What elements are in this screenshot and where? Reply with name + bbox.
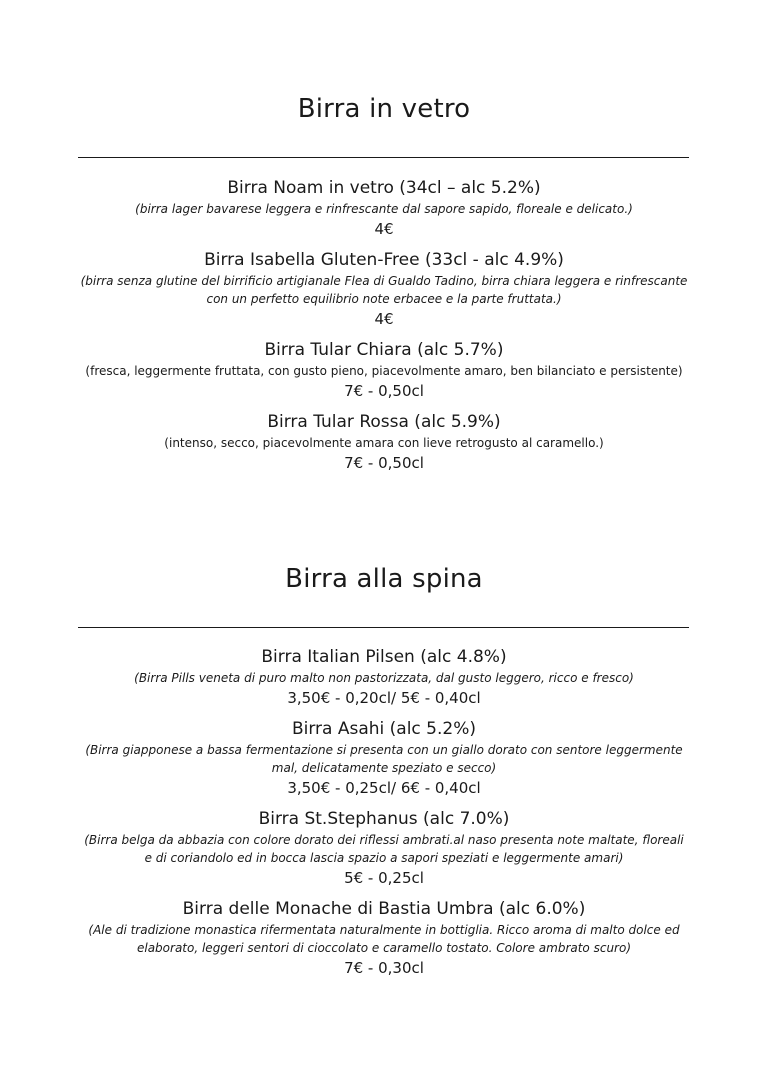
item-name: Birra Isabella Gluten-Free (33cl - alc 4.9%) (204, 250, 564, 270)
menu-item-italian-pilsen (0, 646, 768, 709)
item-name: Birra Noam in vetro (34cl – alc 5.2%) (227, 178, 541, 198)
section-title-birra-in-vetro: Birra in vetro (297, 94, 471, 124)
item-name: Birra Italian Pilsen (alc 4.8%) (261, 647, 507, 667)
menu-list-birra-in-vetro (0, 177, 768, 483)
menu-item-monache-bastia-umbra (0, 898, 768, 979)
menu-list-birra-alla-spina (0, 646, 768, 988)
menu-item-isabella (0, 249, 768, 330)
item-description: (fresca, leggermente fruttata, con gusto pieno, piacevolmente amaro, ben bilanciato e persistente) (85, 364, 683, 378)
item-name: Birra delle Monache di Bastia Umbra (alc 6.0%) (182, 899, 586, 919)
item-description: (Ale di tradizione monastica rifermentata naturalmente in bottiglia. Ricco aroma di malto dolce ed elaborato, leggeri sentori di cioccolato e caramello tostato. Colore ambrato scuro) (88, 923, 680, 955)
item-price: 4€ (374, 220, 394, 238)
menu-item-tular-chiara (0, 339, 768, 402)
item-description: (birra senza glutine del birrificio artigianale Flea di Gualdo Tadino, birra chiara leggera e rinfrescante con un perfetto equilibrio note erbacee e la parte fruttata.) (80, 274, 688, 306)
item-price: 7€ - 0,50cl (344, 454, 424, 472)
item-price: 3,50€ - 0,25cl/ 6€ - 0,40cl (287, 779, 481, 797)
item-price: 7€ - 0,30cl (344, 959, 424, 977)
item-price: 4€ (374, 310, 394, 328)
item-price: 3,50€ - 0,20cl/ 5€ - 0,40cl (287, 689, 481, 707)
item-name: Birra Tular Rossa (alc 5.9%) (267, 412, 501, 432)
item-name: Birra Asahi (alc 5.2%) (291, 719, 477, 739)
item-name: Birra St.Stephanus (alc 7.0%) (258, 809, 510, 829)
item-description: (Birra belga da abbazia con colore dorato dei riflessi ambrati.al naso presenta note maltate, floreali e di coriandolo ed in bocca lascia spazio a sapori speziati e leggermente amari) (84, 833, 684, 865)
menu-item-noam (0, 177, 768, 240)
menu-item-asahi (0, 718, 768, 799)
item-description: (Birra Pills veneta di puro malto non pastorizzata, dal gusto leggero, ricco e fresco) (134, 671, 634, 685)
section-divider (78, 627, 689, 628)
menu-item-tular-rossa (0, 411, 768, 474)
item-description: (birra lager bavarese leggera e rinfrescante dal sapore sapido, floreale e delicato.) (135, 202, 633, 216)
item-description: (Birra giapponese a bassa fermentazione si presenta con un giallo dorato con sentore leggermente mal, delicatamente speziato e secco) (85, 743, 683, 775)
item-name: Birra Tular Chiara (alc 5.7%) (264, 340, 504, 360)
item-description: (intenso, secco, piacevolmente amara con lieve retrogusto al caramello.) (164, 436, 604, 450)
item-price: 7€ - 0,50cl (344, 382, 424, 400)
menu-item-st-stephanus (0, 808, 768, 889)
item-price: 5€ - 0,25cl (344, 869, 424, 887)
section-title-birra-alla-spina: Birra alla spina (285, 564, 483, 594)
section-divider (78, 157, 689, 158)
